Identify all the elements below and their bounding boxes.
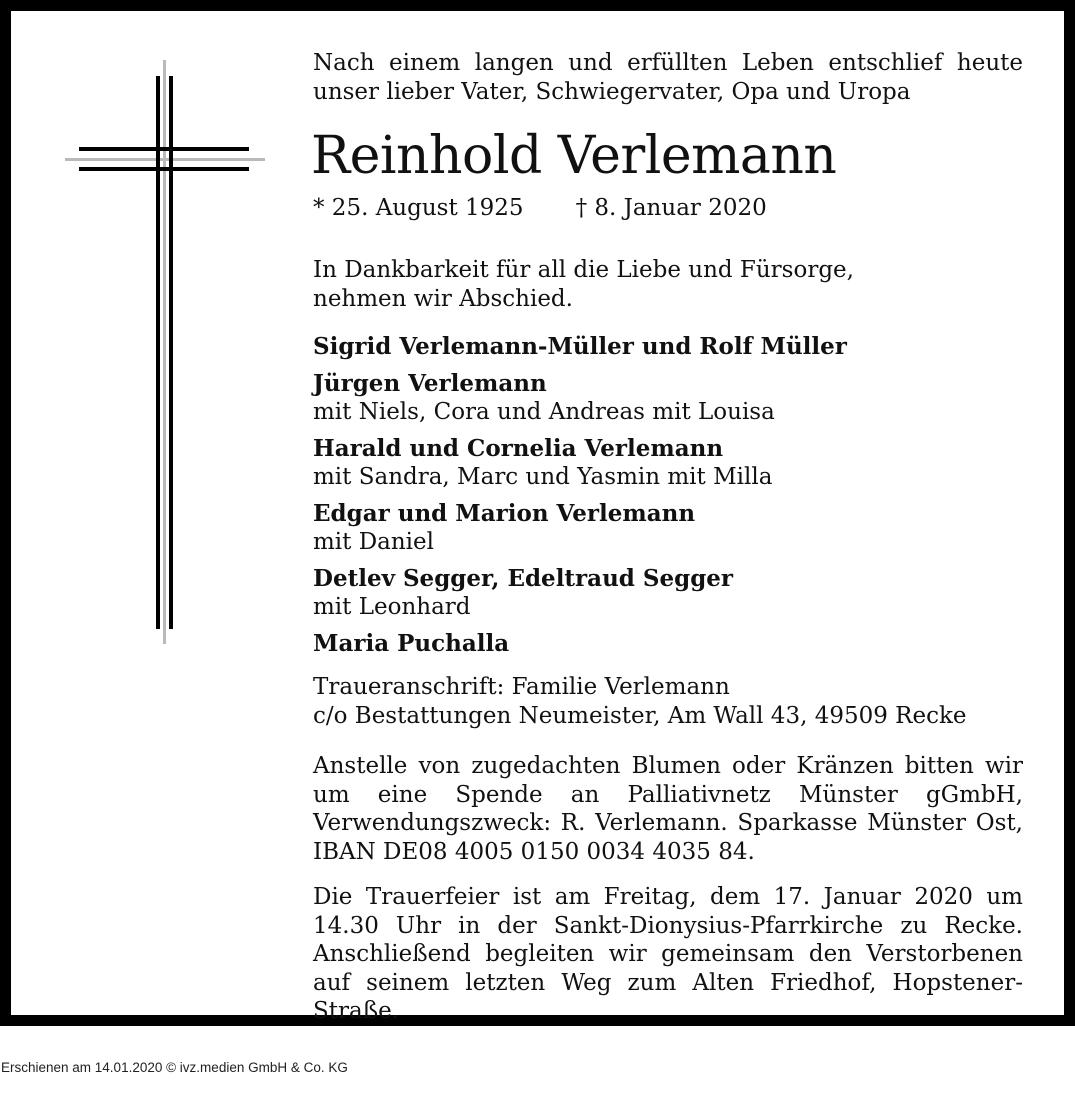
mourning-address <box>313 673 1023 730</box>
address-line: Traueranschrift: Familie Verlemann <box>313 674 730 700</box>
intro-text: Nach einem langen und erfüllten Leben entschlief heute unser lieber Vater, Schwiegervater, Opa und Uropa <box>313 50 1023 105</box>
family-member-name: Jürgen Verlemann <box>313 369 547 397</box>
thanks-line: In Dankbarkeit für all die Liebe und Fürsorge, <box>313 257 854 283</box>
thanks-text <box>313 256 1023 313</box>
deceased-name: Reinhold Verlemann <box>311 126 837 186</box>
family-member <box>313 435 1023 492</box>
life-dates <box>313 194 1023 223</box>
family-member <box>313 333 1023 362</box>
funeral-text: Die Trauerfeier ist am Freitag, dem 17. Januar 2020 um 14.30 Uhr in der Sankt-Dionysius-Pfarrkirche zu Recke. Anschließend begleiten wir gemeinsam den Verstorbenen auf seinem letzten Weg zum Alten Friedhof, Hopstener-Straße. <box>313 884 1023 1024</box>
family-member <box>313 500 1023 557</box>
cross-icon <box>65 60 265 644</box>
death-date: † 8. Januar 2020 <box>575 195 767 221</box>
family-member-with: mit Niels, Cora und Andreas mit Louisa <box>313 399 775 425</box>
family-member-name: Edgar und Marion Verlemann <box>313 499 696 527</box>
family-list <box>313 333 1023 666</box>
address-line: c/o Bestattungen Neumeister, Am Wall 43, 49509 Recke <box>313 702 967 729</box>
family-member-with: mit Leonhard <box>313 594 471 620</box>
family-member-with: mit Daniel <box>313 529 435 555</box>
family-member <box>313 630 1023 659</box>
family-member-with: mit Sandra, Marc und Yasmin mit Milla <box>313 464 773 490</box>
thanks-line: nehmen wir Abschied. <box>313 285 573 312</box>
publication-footer: Erschienen am 14.01.2020 © ivz.medien GmbH & Co. KG <box>1 1060 348 1075</box>
family-member <box>313 565 1023 622</box>
family-member-name: Harald und Cornelia Verlemann <box>313 434 724 462</box>
donation-text: Anstelle von zugedachten Blumen oder Kränzen bitten wir um eine Spende an Palliativnetz Münster gGmbH, Verwendungszweck: R. Verlemann. Sparkasse Münster Ost, IBAN DE08 4005 0150 0034 4035 84. <box>313 753 1023 865</box>
family-member-name: Detlev Segger, Edeltraud Segger <box>313 564 734 592</box>
family-member-name: Sigrid Verlemann-Müller und Rolf Müller <box>313 333 847 360</box>
family-member-name: Maria Puchalla <box>313 629 510 657</box>
family-member <box>313 370 1023 427</box>
birth-date: * 25. August 1925 <box>313 195 524 221</box>
